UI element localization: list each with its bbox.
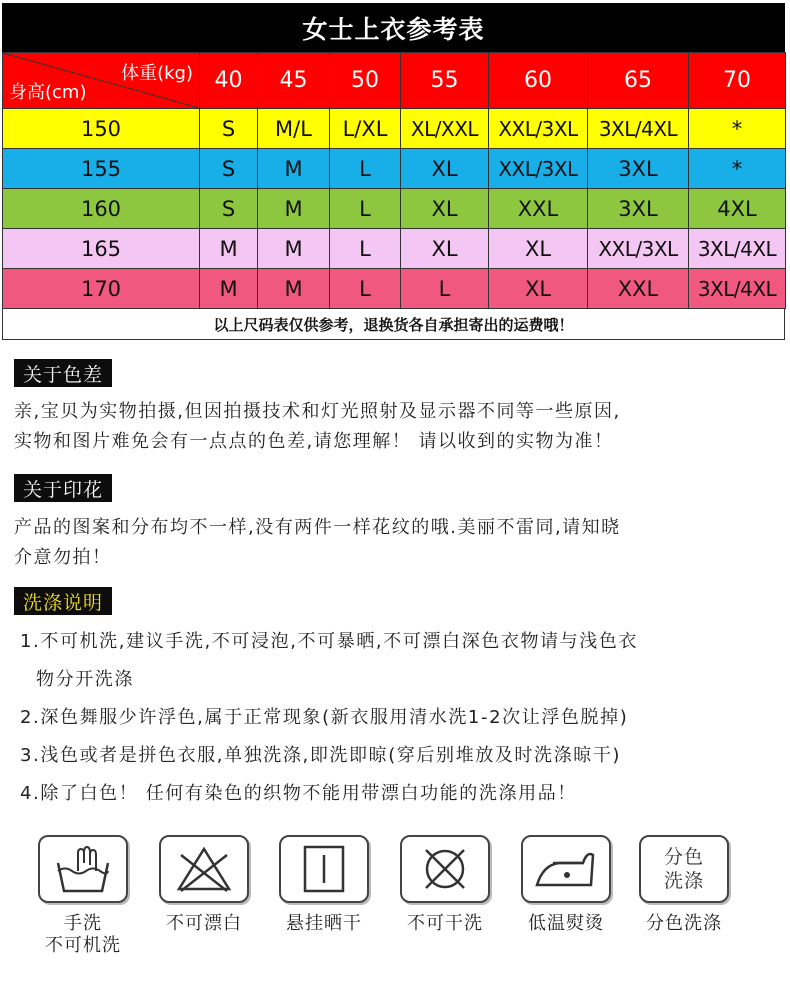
size-cell: XXL/3XL [588,229,689,269]
size-cell: S [200,189,258,229]
weight-45: 45 [258,53,330,109]
size-table-title: 女士上衣参考表 [2,3,785,52]
color-diff-title: 关于色差 [14,359,112,387]
no-dry-clean-icon [410,841,480,897]
printing-line-2: 介意勿拍！ [14,547,112,568]
size-cell: M [258,189,330,229]
washing-title: 洗涤说明 [14,587,112,615]
row-height: 170 [3,269,200,309]
size-cell: XL [401,229,489,269]
care-no-dry-clean [385,835,505,935]
size-table-note: 以上尺码表仅供参考，退换货各自承担寄出的运费哦！ [2,309,785,340]
no-bleach-icon [169,841,239,897]
care-label: 低温熨烫 [528,913,604,934]
weight-header-row [3,53,786,109]
care-hang-dry [264,835,384,935]
low-iron-icon [529,841,603,897]
washing-item-1: 1.不可机洗,建议手洗,不可浸泡,不可暴晒,不可漂白深色衣物请与浅色衣 [20,631,639,652]
height-label: 身高(cm) [9,82,87,103]
care-no-bleach [144,835,264,935]
size-cell: L [330,149,401,189]
washing-item-1-cont: 物分开洗涤 [36,669,134,690]
size-cell: XL [489,269,588,309]
size-cell: XL [401,149,489,189]
size-cell: L [330,229,401,269]
size-row-155 [3,149,786,189]
washing-item-3: 3.浅色或者是拼色衣服,单独洗涤,即洗即晾(穿后别堆放及时洗涤晾干) [20,745,622,766]
care-label: 不可干洗 [407,913,483,934]
weight-40: 40 [200,53,258,109]
size-cell: * [689,109,786,149]
size-cell: M/L [258,109,330,149]
size-cell: XXL/3XL [489,109,588,149]
size-row-150 [3,109,786,149]
size-row-160 [3,189,786,229]
color-diff-line-1: 亲,宝贝为实物拍摄,但因拍摄技术和灯光照射及显示器不同等一些原因, [14,401,621,422]
size-cell: L [330,189,401,229]
weight-55: 55 [401,53,489,109]
color-diff-line-2: 实物和图片难免会有一点点的色差,请您理解！ 请以收到的实物为准！ [14,431,614,452]
size-cell: L [330,269,401,309]
size-cell: S [200,149,258,189]
weight-60: 60 [489,53,588,109]
size-cell: 3XL/4XL [588,109,689,149]
care-icons [0,835,790,975]
row-height: 160 [3,189,200,229]
separate-wash-icon: 分色 洗涤 [663,846,704,892]
care-low-iron [506,835,626,935]
weight-50: 50 [330,53,401,109]
size-cell: XXL [588,269,689,309]
size-grid [2,52,786,309]
care-label: 手洗 [64,913,102,934]
washing-item-2: 2.深色舞服少许浮色,属于正常现象(新衣服用清水洗1-2次让浮色脱掉) [20,707,629,728]
care-label: 不可漂白 [166,913,242,934]
weight-65: 65 [588,53,689,109]
weight-70: 70 [689,53,786,109]
row-height: 150 [3,109,200,149]
hang-dry-icon [289,841,359,897]
care-label: 不可机洗 [45,935,121,956]
printing-text [14,513,784,573]
size-cell: M [258,269,330,309]
size-cell: L/XL [330,109,401,149]
size-cell: S [200,109,258,149]
washing-item-4: 4.除了白色！ 任何有染色的织物不能用带漂白功能的洗涤用品！ [20,783,577,804]
size-row-165 [3,229,786,269]
diagonal-header-cell [3,53,200,109]
hand-wash-icon [48,841,118,897]
size-cell: M [258,229,330,269]
care-hand-wash [23,835,143,957]
care-separate-wash [624,835,744,935]
size-cell: M [200,269,258,309]
size-cell: L [401,269,489,309]
size-cell: XL [401,189,489,229]
row-height: 155 [3,149,200,189]
size-cell: 3XL/4XL [689,229,786,269]
printing-line-1: 产品的图案和分布均不一样,没有两件一样花纹的哦.美丽不雷同,请知晓 [14,517,621,538]
color-diff-text [14,397,784,457]
size-cell: 3XL [588,149,689,189]
size-cell: XL/XXL [401,109,489,149]
weight-label: 体重(kg) [121,63,193,84]
size-cell: M [200,229,258,269]
size-cell: * [689,149,786,189]
care-label: 悬挂晒干 [286,913,362,934]
size-row-170 [3,269,786,309]
row-height: 165 [3,229,200,269]
size-cell: M [258,149,330,189]
printing-title: 关于印花 [14,474,112,502]
size-cell: 3XL/4XL [689,269,786,309]
washing-list [20,623,785,813]
size-cell: XXL/3XL [489,149,588,189]
care-label: 分色洗涤 [646,913,722,934]
size-cell: XL [489,229,588,269]
size-cell: 4XL [689,189,786,229]
size-table [2,3,785,340]
size-cell: XXL [489,189,588,229]
size-cell: 3XL [588,189,689,229]
